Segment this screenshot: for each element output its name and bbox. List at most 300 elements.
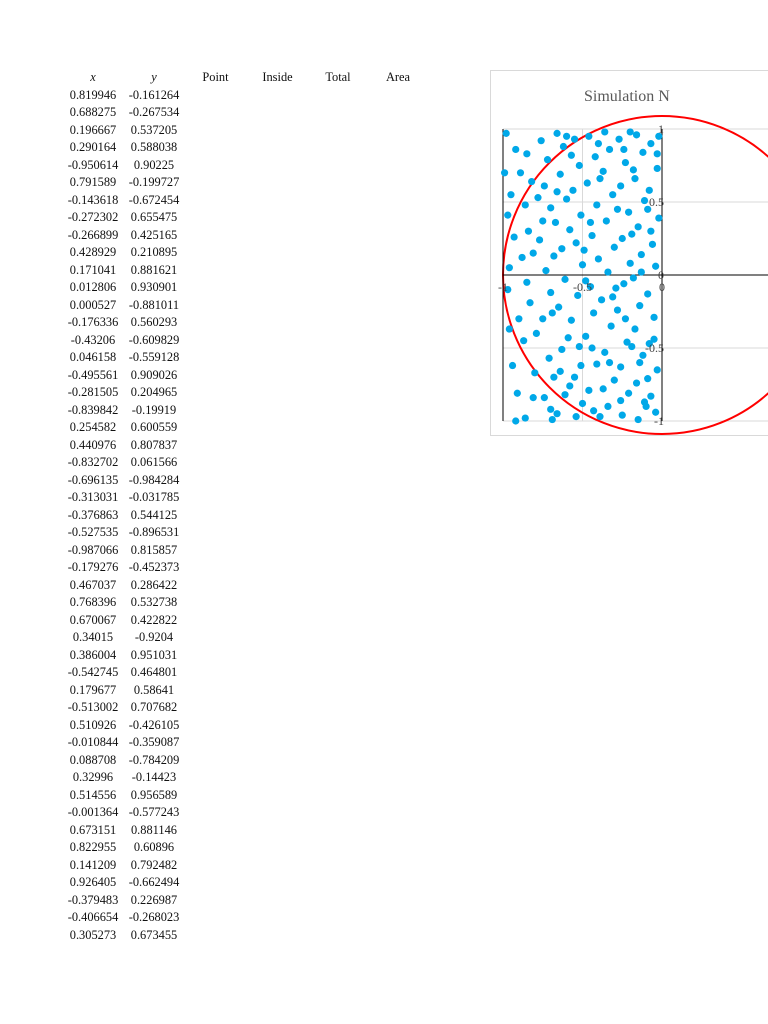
cell-empty[interactable] (247, 262, 308, 280)
cell-x[interactable]: -0.950614 (67, 157, 119, 172)
cell-empty[interactable] (184, 752, 247, 770)
cell-x[interactable]: -0.527535 (67, 525, 119, 540)
cell-empty[interactable] (247, 629, 308, 647)
cell-y[interactable]: 0.210895 (130, 245, 178, 260)
cell-x[interactable]: 0.819946 (69, 87, 117, 102)
cell-empty[interactable] (368, 542, 428, 560)
cell-empty[interactable] (184, 192, 247, 210)
chart-frame[interactable] (490, 70, 768, 436)
cell-x[interactable]: -0.143618 (67, 192, 119, 207)
cell-y[interactable]: -0.662494 (128, 875, 180, 890)
cell-x[interactable]: -0.281505 (67, 385, 119, 400)
cell-empty[interactable] (308, 419, 368, 437)
cell-empty[interactable] (368, 577, 428, 595)
cell-y[interactable]: -0.672454 (128, 192, 180, 207)
cell-empty[interactable] (368, 612, 428, 630)
cell-x[interactable]: -0.542745 (67, 665, 119, 680)
cell-empty[interactable] (308, 699, 368, 717)
cell-empty[interactable] (184, 927, 247, 945)
cell-y[interactable]: 0.90225 (133, 157, 175, 172)
cell-empty[interactable] (184, 454, 247, 472)
cell-y[interactable]: 0.881146 (130, 822, 177, 837)
cell-x[interactable]: -0.266899 (67, 227, 119, 242)
cell-empty[interactable] (368, 384, 428, 402)
cell-empty[interactable] (308, 384, 368, 402)
cell-x[interactable]: 0.822955 (69, 840, 117, 855)
cell-empty[interactable] (247, 734, 308, 752)
cell-y[interactable]: 0.226987 (130, 892, 178, 907)
cell-empty[interactable] (247, 87, 308, 105)
cell-x[interactable]: 0.670067 (69, 612, 117, 627)
cell-empty[interactable] (184, 892, 247, 910)
cell-empty[interactable] (184, 489, 247, 507)
cell-y[interactable]: -0.896531 (128, 525, 180, 540)
cell-empty[interactable] (368, 209, 428, 227)
cell-x[interactable]: 0.386004 (69, 647, 117, 662)
cell-empty[interactable] (247, 174, 308, 192)
cell-empty[interactable] (308, 297, 368, 315)
cell-empty[interactable] (368, 104, 428, 122)
cell-empty[interactable] (308, 227, 368, 245)
cell-x[interactable]: 0.514556 (69, 787, 117, 802)
cell-y[interactable]: 0.951031 (130, 647, 178, 662)
cell-y[interactable]: 0.532738 (130, 595, 178, 610)
cell-y[interactable]: -0.267534 (128, 105, 180, 120)
cell-empty[interactable] (308, 454, 368, 472)
cell-empty[interactable] (308, 839, 368, 857)
header-x[interactable]: x (90, 70, 96, 85)
cell-empty[interactable] (308, 104, 368, 122)
cell-x[interactable]: -0.010844 (67, 735, 119, 750)
cell-empty[interactable] (368, 524, 428, 542)
cell-empty[interactable] (247, 577, 308, 595)
cell-empty[interactable] (184, 262, 247, 280)
cell-empty[interactable] (184, 857, 247, 875)
cell-x[interactable]: -0.839842 (67, 402, 119, 417)
cell-empty[interactable] (368, 664, 428, 682)
cell-empty[interactable] (247, 752, 308, 770)
cell-empty[interactable] (184, 314, 247, 332)
cell-empty[interactable] (308, 927, 368, 945)
cell-empty[interactable] (308, 682, 368, 700)
cell-empty[interactable] (184, 699, 247, 717)
cell-y[interactable]: -0.199727 (128, 175, 180, 190)
cell-empty[interactable] (368, 717, 428, 735)
cell-empty[interactable] (184, 104, 247, 122)
cell-x[interactable]: -0.179276 (67, 560, 119, 575)
cell-empty[interactable] (368, 367, 428, 385)
cell-empty[interactable] (308, 262, 368, 280)
cell-empty[interactable] (368, 454, 428, 472)
cell-empty[interactable] (308, 804, 368, 822)
cell-empty[interactable] (308, 647, 368, 665)
cell-x[interactable]: -0.376863 (67, 507, 119, 522)
cell-empty[interactable] (308, 909, 368, 927)
cell-empty[interactable] (247, 139, 308, 157)
cell-empty[interactable] (308, 577, 368, 595)
cell-x[interactable]: 0.428929 (69, 245, 117, 260)
cell-empty[interactable] (308, 402, 368, 420)
cell-y[interactable]: -0.984284 (128, 472, 180, 487)
cell-empty[interactable] (368, 437, 428, 455)
cell-x[interactable]: 0.305273 (69, 927, 117, 942)
cell-empty[interactable] (247, 612, 308, 630)
cell-x[interactable]: 0.046158 (69, 350, 117, 365)
header-area[interactable]: Area (385, 70, 411, 85)
cell-empty[interactable] (308, 472, 368, 490)
cell-empty[interactable] (184, 542, 247, 560)
cell-x[interactable]: 0.141209 (69, 857, 117, 872)
header-total[interactable]: Total (325, 70, 351, 85)
cell-empty[interactable] (368, 682, 428, 700)
cell-empty[interactable] (308, 542, 368, 560)
cell-empty[interactable] (247, 244, 308, 262)
cell-empty[interactable] (368, 122, 428, 140)
cell-empty[interactable] (308, 612, 368, 630)
cell-empty[interactable] (308, 664, 368, 682)
cell-empty[interactable] (247, 787, 308, 805)
cell-empty[interactable] (308, 717, 368, 735)
cell-empty[interactable] (247, 279, 308, 297)
cell-x[interactable]: -0.379483 (67, 892, 119, 907)
cell-empty[interactable] (184, 367, 247, 385)
cell-y[interactable]: 0.061566 (130, 455, 178, 470)
cell-x[interactable]: -0.495561 (67, 367, 119, 382)
cell-empty[interactable] (184, 139, 247, 157)
cell-empty[interactable] (308, 192, 368, 210)
cell-x[interactable]: -0.832702 (67, 455, 119, 470)
cell-empty[interactable] (247, 349, 308, 367)
header-point[interactable]: Point (202, 70, 229, 85)
cell-empty[interactable] (184, 332, 247, 350)
cell-y[interactable]: 0.588038 (130, 140, 178, 155)
cell-y[interactable]: -0.881011 (128, 297, 180, 312)
cell-empty[interactable] (184, 769, 247, 787)
cell-x[interactable]: 0.171041 (69, 262, 117, 277)
cell-empty[interactable] (184, 787, 247, 805)
cell-empty[interactable] (184, 682, 247, 700)
cell-y[interactable]: -0.577243 (128, 805, 180, 820)
cell-y[interactable]: 0.673455 (130, 927, 178, 942)
cell-empty[interactable] (184, 297, 247, 315)
cell-empty[interactable] (247, 489, 308, 507)
cell-empty[interactable] (247, 822, 308, 840)
cell-empty[interactable] (247, 402, 308, 420)
cell-y[interactable]: -0.452373 (128, 560, 180, 575)
cell-empty[interactable] (368, 244, 428, 262)
cell-empty[interactable] (247, 122, 308, 140)
cell-empty[interactable] (247, 892, 308, 910)
cell-empty[interactable] (368, 927, 428, 945)
cell-empty[interactable] (247, 559, 308, 577)
cell-empty[interactable] (308, 822, 368, 840)
cell-empty[interactable] (247, 857, 308, 875)
cell-x[interactable]: -0.987066 (67, 542, 119, 557)
cell-empty[interactable] (368, 262, 428, 280)
cell-empty[interactable] (184, 227, 247, 245)
cell-empty[interactable] (368, 489, 428, 507)
cell-empty[interactable] (247, 367, 308, 385)
cell-y[interactable]: 0.956589 (130, 787, 178, 802)
cell-y[interactable]: -0.559128 (128, 350, 180, 365)
cell-empty[interactable] (308, 734, 368, 752)
cell-x[interactable]: 0.254582 (69, 420, 117, 435)
cell-empty[interactable] (184, 437, 247, 455)
cell-y[interactable]: 0.930901 (130, 280, 178, 295)
cell-y[interactable]: -0.031785 (128, 490, 180, 505)
cell-empty[interactable] (308, 209, 368, 227)
cell-empty[interactable] (308, 437, 368, 455)
cell-empty[interactable] (184, 594, 247, 612)
cell-empty[interactable] (308, 594, 368, 612)
cell-x[interactable]: 0.791589 (69, 175, 117, 190)
cell-empty[interactable] (308, 87, 368, 105)
cell-empty[interactable] (247, 927, 308, 945)
cell-x[interactable]: -0.696135 (67, 472, 119, 487)
cell-y[interactable]: 0.707682 (130, 700, 178, 715)
cell-empty[interactable] (184, 647, 247, 665)
cell-empty[interactable] (247, 524, 308, 542)
cell-x[interactable]: 0.673151 (69, 822, 117, 837)
cell-empty[interactable] (368, 419, 428, 437)
cell-empty[interactable] (368, 349, 428, 367)
cell-x[interactable]: 0.34015 (72, 630, 114, 645)
cell-x[interactable]: 0.088708 (69, 752, 117, 767)
cell-empty[interactable] (184, 734, 247, 752)
cell-y[interactable]: 0.464801 (130, 665, 178, 680)
cell-x[interactable]: 0.179677 (69, 682, 117, 697)
cell-empty[interactable] (247, 769, 308, 787)
cell-y[interactable]: -0.19919 (131, 402, 177, 417)
cell-empty[interactable] (368, 594, 428, 612)
cell-x[interactable]: -0.43206 (70, 332, 116, 347)
cell-empty[interactable] (184, 244, 247, 262)
cell-empty[interactable] (247, 647, 308, 665)
cell-empty[interactable] (247, 542, 308, 560)
cell-y[interactable]: 0.425165 (130, 227, 178, 242)
cell-empty[interactable] (368, 804, 428, 822)
cell-x[interactable]: 0.440976 (69, 437, 117, 452)
cell-empty[interactable] (368, 787, 428, 805)
cell-x[interactable]: 0.290164 (69, 140, 117, 155)
cell-empty[interactable] (368, 279, 428, 297)
cell-x[interactable]: 0.768396 (69, 595, 117, 610)
cell-empty[interactable] (184, 349, 247, 367)
cell-empty[interactable] (308, 507, 368, 525)
cell-empty[interactable] (368, 769, 428, 787)
cell-empty[interactable] (184, 559, 247, 577)
cell-empty[interactable] (368, 629, 428, 647)
cell-empty[interactable] (247, 472, 308, 490)
cell-empty[interactable] (308, 769, 368, 787)
cell-empty[interactable] (184, 384, 247, 402)
cell-x[interactable]: -0.513002 (67, 700, 119, 715)
cell-x[interactable]: 0.926405 (69, 875, 117, 890)
cell-empty[interactable] (184, 839, 247, 857)
cell-empty[interactable] (247, 419, 308, 437)
cell-x[interactable]: 0.467037 (69, 577, 117, 592)
cell-empty[interactable] (368, 314, 428, 332)
cell-empty[interactable] (184, 804, 247, 822)
cell-y[interactable]: 0.422822 (130, 612, 178, 627)
cell-empty[interactable] (368, 332, 428, 350)
cell-empty[interactable] (247, 157, 308, 175)
cell-empty[interactable] (308, 332, 368, 350)
cell-empty[interactable] (368, 822, 428, 840)
cell-empty[interactable] (247, 384, 308, 402)
cell-empty[interactable] (184, 629, 247, 647)
cell-y[interactable]: -0.161264 (128, 87, 180, 102)
header-y[interactable]: y (151, 70, 157, 85)
cell-x[interactable]: 0.196667 (69, 122, 117, 137)
cell-empty[interactable] (308, 279, 368, 297)
cell-empty[interactable] (368, 909, 428, 927)
cell-empty[interactable] (247, 104, 308, 122)
cell-empty[interactable] (368, 507, 428, 525)
cell-y[interactable]: -0.268023 (128, 910, 180, 925)
cell-y[interactable]: 0.537205 (130, 122, 178, 137)
cell-empty[interactable] (184, 87, 247, 105)
cell-empty[interactable] (184, 472, 247, 490)
cell-empty[interactable] (247, 297, 308, 315)
cell-empty[interactable] (247, 314, 308, 332)
cell-x[interactable]: -0.406654 (67, 910, 119, 925)
cell-empty[interactable] (308, 244, 368, 262)
cell-empty[interactable] (308, 349, 368, 367)
cell-empty[interactable] (184, 577, 247, 595)
cell-empty[interactable] (368, 734, 428, 752)
cell-y[interactable]: 0.60896 (133, 840, 175, 855)
cell-y[interactable]: 0.792482 (130, 857, 178, 872)
cell-empty[interactable] (184, 822, 247, 840)
cell-empty[interactable] (308, 874, 368, 892)
cell-empty[interactable] (308, 139, 368, 157)
cell-empty[interactable] (308, 122, 368, 140)
cell-empty[interactable] (308, 157, 368, 175)
cell-empty[interactable] (308, 559, 368, 577)
cell-y[interactable]: 0.544125 (130, 507, 178, 522)
cell-y[interactable]: -0.14423 (131, 770, 177, 785)
cell-empty[interactable] (184, 419, 247, 437)
cell-empty[interactable] (184, 209, 247, 227)
cell-empty[interactable] (308, 857, 368, 875)
cell-empty[interactable] (247, 192, 308, 210)
cell-empty[interactable] (247, 699, 308, 717)
cell-x[interactable]: 0.012806 (69, 280, 117, 295)
cell-y[interactable]: -0.426105 (128, 717, 180, 732)
cell-empty[interactable] (184, 612, 247, 630)
cell-empty[interactable] (368, 647, 428, 665)
cell-empty[interactable] (184, 279, 247, 297)
cell-x[interactable]: -0.272302 (67, 210, 119, 225)
cell-empty[interactable] (308, 314, 368, 332)
cell-empty[interactable] (247, 507, 308, 525)
cell-empty[interactable] (247, 664, 308, 682)
cell-empty[interactable] (184, 157, 247, 175)
cell-empty[interactable] (184, 874, 247, 892)
cell-empty[interactable] (368, 472, 428, 490)
cell-empty[interactable] (247, 804, 308, 822)
cell-empty[interactable] (247, 227, 308, 245)
cell-empty[interactable] (184, 122, 247, 140)
cell-empty[interactable] (308, 752, 368, 770)
cell-empty[interactable] (308, 174, 368, 192)
cell-empty[interactable] (368, 699, 428, 717)
cell-y[interactable]: 0.286422 (130, 577, 178, 592)
cell-empty[interactable] (184, 507, 247, 525)
cell-empty[interactable] (247, 209, 308, 227)
cell-y[interactable]: 0.881621 (130, 262, 178, 277)
cell-empty[interactable] (247, 332, 308, 350)
cell-empty[interactable] (308, 524, 368, 542)
cell-empty[interactable] (368, 402, 428, 420)
cell-empty[interactable] (184, 402, 247, 420)
cell-y[interactable]: -0.9204 (134, 630, 174, 645)
cell-empty[interactable] (368, 227, 428, 245)
cell-empty[interactable] (368, 174, 428, 192)
cell-empty[interactable] (184, 909, 247, 927)
cell-x[interactable]: -0.313031 (67, 490, 119, 505)
cell-empty[interactable] (368, 139, 428, 157)
cell-empty[interactable] (368, 874, 428, 892)
cell-empty[interactable] (368, 839, 428, 857)
cell-y[interactable]: 0.655475 (130, 210, 178, 225)
cell-empty[interactable] (308, 489, 368, 507)
cell-empty[interactable] (308, 629, 368, 647)
cell-empty[interactable] (247, 437, 308, 455)
cell-empty[interactable] (368, 559, 428, 577)
cell-x[interactable]: 0.000527 (69, 297, 117, 312)
cell-empty[interactable] (247, 909, 308, 927)
cell-y[interactable]: 0.560293 (130, 315, 178, 330)
cell-empty[interactable] (247, 594, 308, 612)
cell-empty[interactable] (247, 454, 308, 472)
cell-empty[interactable] (368, 157, 428, 175)
cell-y[interactable]: -0.609829 (128, 332, 180, 347)
cell-empty[interactable] (247, 874, 308, 892)
cell-empty[interactable] (368, 87, 428, 105)
header-inside[interactable]: Inside (262, 70, 293, 85)
cell-empty[interactable] (247, 839, 308, 857)
cell-y[interactable]: -0.359087 (128, 735, 180, 750)
cell-empty[interactable] (247, 682, 308, 700)
cell-empty[interactable] (368, 297, 428, 315)
cell-x[interactable]: -0.001364 (67, 805, 119, 820)
cell-empty[interactable] (368, 892, 428, 910)
cell-y[interactable]: -0.784209 (128, 752, 180, 767)
cell-x[interactable]: 0.688275 (69, 105, 117, 120)
cell-x[interactable]: 0.510926 (69, 717, 117, 732)
cell-empty[interactable] (368, 192, 428, 210)
cell-empty[interactable] (184, 174, 247, 192)
cell-empty[interactable] (308, 367, 368, 385)
cell-y[interactable]: 0.204965 (130, 385, 178, 400)
cell-empty[interactable] (308, 787, 368, 805)
cell-y[interactable]: 0.815857 (130, 542, 178, 557)
cell-y[interactable]: 0.600559 (130, 420, 178, 435)
cell-empty[interactable] (368, 752, 428, 770)
cell-empty[interactable] (184, 664, 247, 682)
cell-x[interactable]: -0.176336 (67, 315, 119, 330)
cell-y[interactable]: 0.58641 (133, 682, 175, 697)
cell-empty[interactable] (247, 717, 308, 735)
cell-y[interactable]: 0.807837 (130, 437, 178, 452)
cell-empty[interactable] (368, 857, 428, 875)
cell-empty[interactable] (308, 892, 368, 910)
cell-empty[interactable] (184, 524, 247, 542)
cell-empty[interactable] (184, 717, 247, 735)
cell-x[interactable]: 0.32996 (72, 770, 114, 785)
